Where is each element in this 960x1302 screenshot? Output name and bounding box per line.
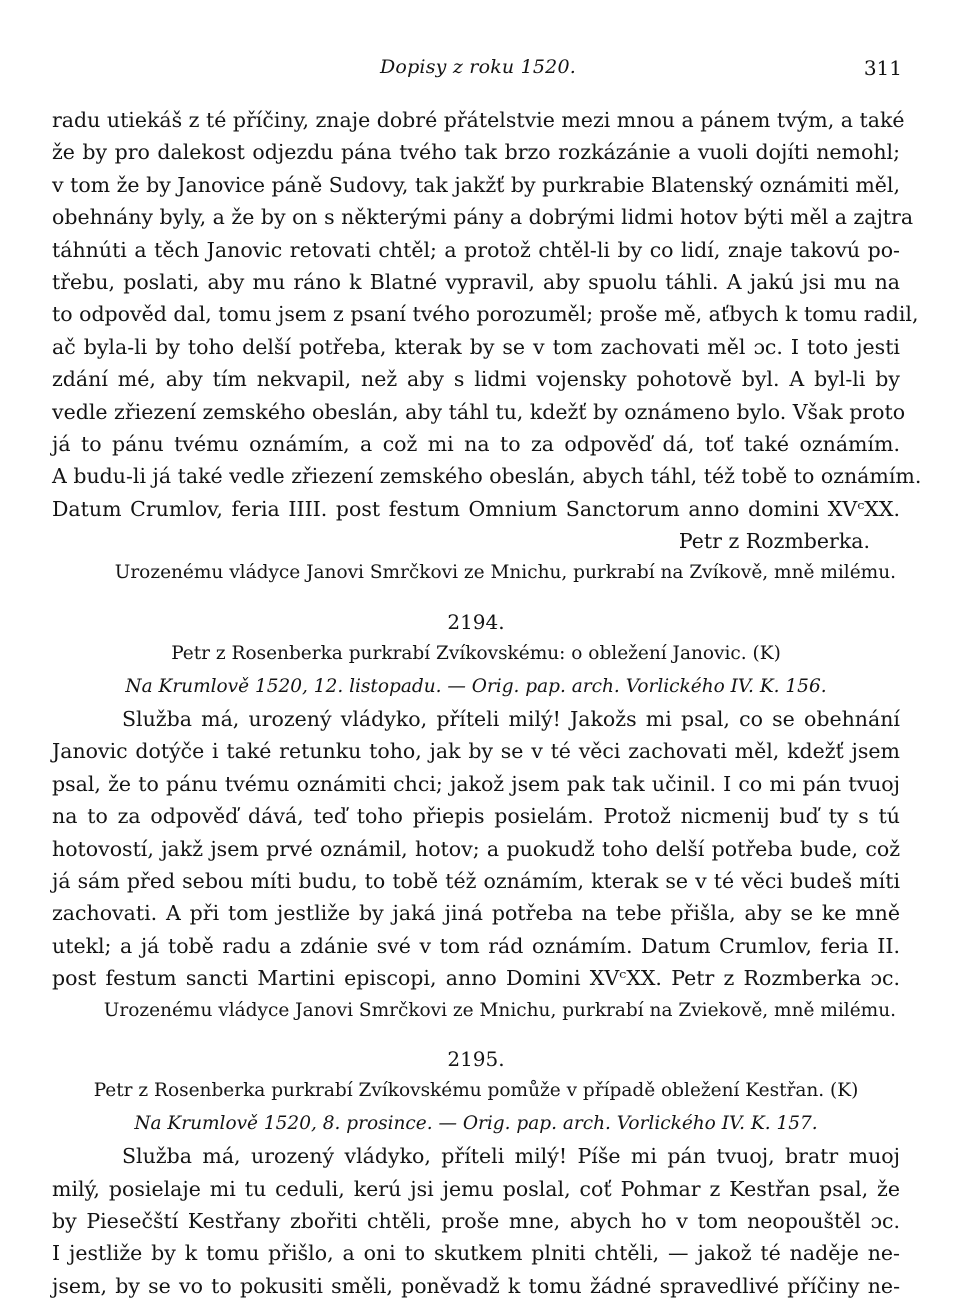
- text-line: hotovostí, jakž jsem prvé oznámil, hotov; a puokudž toho delší potřeba bude, což: [52, 836, 900, 861]
- text-line: Služba má, urozený vládyko, příteli milý! Píše mi pán tvuoj, bratr muoj: [122, 1144, 900, 1169]
- text-line: ač byla-li by toho delší potřeba, kterak by se v tom zachovati měl ɔc. I toto jesti: [52, 334, 900, 359]
- letter-title: Petr z Rosenberka purkrabí Zvíkovskému: o obležení Janovic. (K): [171, 643, 781, 665]
- text-line: milý, posielaje mi tu ceduli, kerú jsi jemu poslal, coť Pohmar z Kestřan psal, že: [52, 1176, 900, 1201]
- letter-meta: Na Krumlově 1520, 8. prosince. — Orig. pap. arch. Vorlického IV. K. 157.: [134, 1112, 818, 1134]
- text-line: zdání mé, aby tím nekvapil, než aby s lidmi vojensky pohotově byl. A byl-li by: [52, 367, 900, 392]
- text-line: já sám před sebou míti budu, to tobě též oznámím, kterak se v té věci budeš míti: [52, 868, 900, 893]
- text-line: utekl; a já tobě radu a zdánie své v tom rád oznámím. Datum Crumlov, feria II.: [52, 933, 900, 958]
- letter-address: Urozenému vládyce Janovi Smrčkovi ze Mnichu, purkrabí na Zviekově, mně milému.: [103, 999, 896, 1021]
- text-line: post festum sancti Martini episcopi, anno Domini XVᶜXX. Petr z Rozmberka ɔc.: [52, 966, 900, 991]
- text-line: jsem, by se vo to pokusiti směli, poněvadž k tomu žádné spravedlivé příčiny ne-: [52, 1273, 900, 1298]
- text-line: táhnúti a těch Janovic retovati chtěl; a protož chtěl-li by co lidí, znaje takovú po-: [52, 237, 900, 262]
- text-line: Janovic dotýče i také retunku toho, jak by se v té věci zachovati měl, kdežť jsem: [52, 739, 900, 764]
- text-line: na to za odpověď dává, teď toho přiepis posielám. Protož nicmenij buď ty s tú: [52, 804, 900, 829]
- text-line: vedle zřiezení zemského obeslán, aby táhl tu, kdežť by oznámeno bylo. Však proto: [52, 399, 906, 424]
- text-line: by Piesečští Kestřany zbořiti chtěli, proše mne, abych ho v tom neopouštěl ɔc.: [52, 1208, 900, 1233]
- text-line: já to pánu tvému oznámím, a což mi na to za odpověď dá, toť také oznámím.: [52, 431, 900, 456]
- text-line: I jestliže by k tomu přišlo, a oni to skutkem plniti chtěli, — jakož té naděje ne-: [52, 1241, 900, 1266]
- page-content: [52, 104, 922, 1302]
- section-gap: [52, 590, 900, 606]
- page-header: [0, 56, 960, 84]
- letter-number: 2195.: [447, 1046, 505, 1071]
- text-line: že by pro dalekost odjezdu pána tvého tak brzo rozkázánie a vuoli dojíti nemohl;: [52, 140, 900, 165]
- text-line: v tom že by Janovice páně Sudovy, tak jakžť by purkrabie Blatenský oznámiti měl,: [52, 172, 900, 197]
- text-line: zachovati. A při tom jestliže by jaká jiná potřeba na tebe přišla, aby se ke mně: [52, 901, 900, 926]
- letter-number: 2194.: [447, 609, 505, 634]
- section-gap: [52, 1027, 900, 1043]
- letter-signature: Petr z Rozmberka.: [678, 529, 870, 554]
- text-line: radu utiekáš z té příčiny, znaje dobré přátelstvie mezi mnou a pánem tvým, a také: [52, 108, 905, 132]
- text-line: A budu-li já také vedle zřiezení zemského obeslán, abych táhl, též tobě to oznámím.: [52, 464, 922, 489]
- text-line: třebu, poslati, aby mu ráno k Blatné vypravil, aby spuolu táhli. A jakú jsi mu na: [52, 269, 900, 294]
- text-line: Služba má, urozený vládyko, příteli milý! Jakožs mi psal, co se obehnání: [122, 707, 900, 732]
- text-line: psal, že to pánu tvému oznámiti chci; jakož jsem pak tak učinil. I co mi pán tvuoj: [52, 771, 900, 796]
- letter-meta: Na Krumlově 1520, 12. listopadu. — Orig. pap. arch. Vorlického IV. K. 156.: [125, 675, 827, 697]
- text-line: obehnány byly, a že by on s některými pány a dobrými lidmi hotov býti měl a zajtra: [52, 205, 914, 230]
- text-line: to odpověd dal, tomu jsem z psaní tvého porozuměl; proše mě, aťbych k tomu radil,: [52, 302, 919, 327]
- running-title: Dopisy z roku 1520.: [380, 56, 576, 78]
- letter-address: Urozenému vládyce Janovi Smrčkovi ze Mnichu, purkrabí na Zvíkově, mně milému.: [114, 562, 896, 584]
- text-line: Datum Crumlov, feria IIII. post festum Omnium Sanctorum anno domini XVᶜXX.: [52, 496, 900, 521]
- letter-title: Petr z Rosenberka purkrabí Zvíkovskému pomůže v případě obležení Kestřan. (K): [93, 1080, 859, 1102]
- page-number: 311: [863, 56, 902, 80]
